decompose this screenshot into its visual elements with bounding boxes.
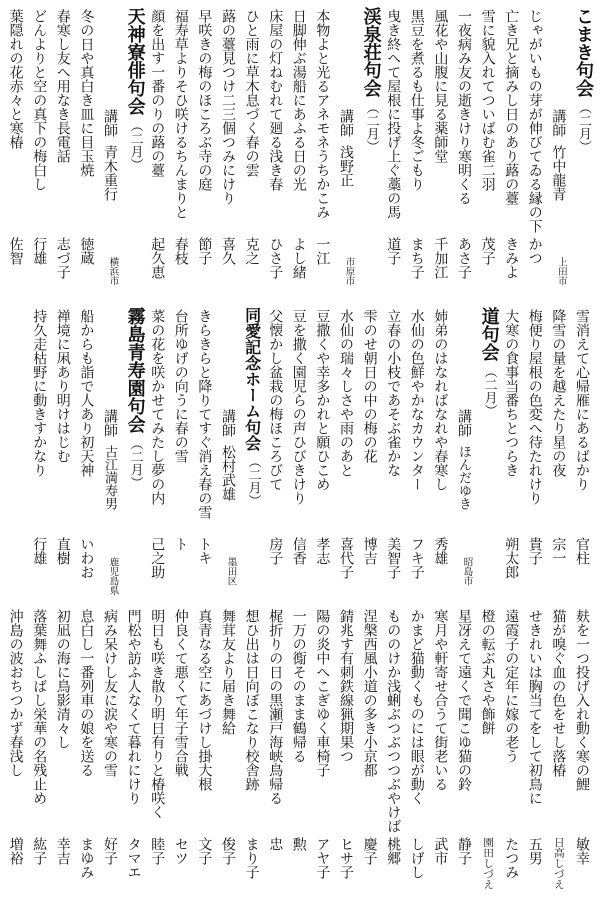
haiku-verse: 豆を撒く園児らの声ひびきけり (290, 309, 307, 505)
haiku-verse: 明日も咲き散り明日有りと椿咲く (149, 609, 166, 819)
haiku-author: 園田しづえ (482, 837, 495, 890)
haiku-author: 佐智 (7, 237, 24, 265)
haiku-verse: 雫のせ朝日の中の梅の花 (361, 309, 378, 463)
lecturer-place: 横浜市 (107, 257, 119, 286)
haiku-verse: 曳き終へて屋根に投げ上ぐ藁の馬 (385, 9, 402, 219)
haiku-verse: 亡き兄と摘みし日のあり蕗の薹 (503, 9, 520, 205)
haiku-verse: 落葉舞ふしばし栄華の名残止め (31, 609, 48, 805)
haiku-author: しげし (408, 837, 425, 879)
haiku-author: まゆみ (78, 837, 95, 879)
haiku-verse: 降雪の量を越えたり星の夜 (550, 309, 567, 477)
haiku-verse: 陽の炎中へこぎゆく車椅子 (314, 609, 331, 777)
haiku-author: 秀雄 (432, 537, 449, 565)
haiku-author: 茂子 (479, 237, 496, 265)
haiku-author: 官柱 (574, 537, 590, 565)
tier-1 (0, 5, 600, 303)
haiku-author: ひさ子 (267, 237, 284, 279)
haiku-author: 桃郷 (385, 837, 402, 865)
haiku-verse: 風花や山腹に見る薬師堂 (432, 9, 449, 163)
haiku-verse: 雪消えて心帰雁にあるばかり (574, 309, 590, 491)
group-month: （二月） (363, 101, 379, 153)
haiku-verse: 病み呆けし友に涙や寒の雪 (102, 609, 118, 777)
haiku-author: 宗一 (550, 537, 567, 565)
lecturer-place: 墨田区 (225, 557, 237, 586)
lecturer-label: 講師 (220, 409, 236, 437)
group-month: （二月） (127, 437, 143, 489)
haiku-verse: 想ひ出は日向ぼこなり校舎跡 (243, 609, 260, 791)
haiku-verse: じゃがいもの芽が伸びてゐる縁の下 (526, 9, 543, 233)
haiku-author: 好子 (102, 837, 118, 865)
haiku-verse: 猫が嗅ぐ血の色をせし落椿 (550, 609, 567, 777)
haiku-author: 武市 (432, 837, 449, 865)
haiku-verse: 麸を一つ投げ入れ動く寒の鯉 (574, 609, 590, 791)
haiku-verse: 梶折りの日の黒瀬戸海峡鳥帰る (267, 609, 284, 805)
haiku-verse: 梅便り屋根の色変へ待たれけり (526, 309, 543, 505)
haiku-author: 行雄 (31, 537, 48, 565)
group-month: （二月） (245, 455, 261, 507)
lecturer-place: 上田市 (555, 257, 567, 286)
haiku-author: 文子 (196, 837, 213, 865)
lecturer-name: 松村武雄 (220, 445, 236, 501)
haiku-author: 忠 (267, 837, 284, 851)
haiku-author: 敏幸 (574, 837, 590, 865)
haiku-verse: 門松や訪ふ人なくて暮れにけり (125, 609, 142, 805)
haiku-verse: 冬の日や真白き皿に目玉焼 (78, 9, 95, 177)
haiku-verse: 初凪の海に鳥影清々し (54, 609, 71, 749)
haiku-verse: 沖島の波おちつかず春浅し (7, 609, 24, 777)
haiku-verse: 本物よと光るアネモネうちかこみ (314, 9, 331, 219)
haiku-author: 紘子 (31, 837, 48, 865)
haiku-author: 日高しづえ (552, 837, 565, 890)
lecturer-label: 講師 (550, 109, 567, 137)
haiku-author: トキ (196, 537, 213, 565)
haiku-author: 直樹 (54, 537, 71, 565)
haiku-verse: 日脚伸ぶ湯船にあふる日の光 (290, 9, 307, 191)
haiku-author: 徳蔵 (78, 237, 95, 265)
haiku-author: たつみ (503, 837, 520, 879)
haiku-verse: 一万の鵆そのまま鶴帰る (290, 609, 307, 763)
haiku-verse: 福寿草よりそひ咲けるちんまりと (172, 9, 189, 219)
haiku-verse: 橙の転ぶ丸さや飾餅 (479, 609, 496, 735)
haiku-author: 房子 (267, 537, 284, 565)
lecturer-name: 青木重行 (102, 145, 118, 201)
haiku-author: まち子 (408, 237, 425, 279)
haiku-author: 朔太郎 (503, 537, 520, 579)
lecturer-label: 講師 (102, 109, 118, 137)
haiku-author: 千加江 (432, 237, 449, 279)
haiku-author: いわお (78, 537, 95, 579)
haiku-verse: 黒豆を煮るも仕事よ冬ごもり (408, 9, 425, 191)
haiku-verse: 息白し一番列車の娘を送る (78, 609, 95, 777)
haiku-verse: 寒月や軒寄せ合うて街老いる (432, 609, 449, 791)
lecturer-label: 講師 (456, 409, 472, 437)
haiku-verse: 錆兆す有刺鉄線猟期果つ (338, 609, 354, 763)
haiku-verse: 涅槃西風小道の多き小京都 (361, 609, 378, 777)
group-month: （二月） (481, 365, 497, 417)
haiku-author: ト (172, 537, 189, 551)
haiku-verse: 早咲きの梅のほころぶ寺の庭 (196, 9, 213, 191)
haiku-author: 貴子 (526, 537, 543, 565)
haiku-author: 喜代子 (338, 537, 354, 579)
haiku-author: 慶子 (361, 837, 378, 865)
lecturer-label: 講師 (102, 409, 118, 437)
haiku-author: タマエ (125, 837, 142, 879)
haiku-verse: 姉弟のはなればなれや春寒し (432, 309, 449, 491)
haiku-author: 信香 (290, 537, 307, 565)
haiku-verse: 水仙の瑞々しさや雨のあと (338, 309, 354, 477)
haiku-author: ヒサ子 (338, 837, 354, 879)
group-title: こまき句会 (573, 7, 594, 97)
haiku-verse: もののけか浅蜊ぶつぶつつぶやけば (385, 609, 402, 833)
haiku-verse: 豆撒くや幸多かれと願ひこめ (314, 309, 331, 491)
haiku-verse: 大寒の食事当番ちとつらき (503, 309, 520, 477)
haiku-author: 孝志 (314, 537, 331, 565)
group-title: 渓泉荘句会 (360, 7, 382, 97)
haiku-author: 克之 (243, 237, 260, 265)
lecturer-label: 講師 (338, 109, 354, 137)
haiku-author: 勲 (290, 837, 307, 851)
haiku-verse: どんよりと空の真下の梅白し (31, 9, 48, 191)
haiku-verse: 蕗の薹見つけ二三個つみにけり (220, 9, 236, 205)
group-title: 天神寮俳句会 (124, 7, 146, 115)
haiku-verse: 顔を出す一番のりの蕗の薹 (149, 9, 166, 177)
haiku-author: 春枝 (172, 237, 189, 265)
haiku-author: 節子 (196, 237, 213, 265)
haiku-verse: 持久走枯野に動きすかなり (31, 309, 48, 477)
haiku-author: 喜久 (220, 237, 236, 265)
haiku-verse: 水仙の色鮮やかなカウンター (408, 309, 425, 491)
haiku-verse: 一夜病み友の逝きけり寒明くる (456, 9, 472, 205)
haiku-author: 行雄 (31, 237, 48, 265)
haiku-author: アヤ子 (314, 837, 331, 879)
haiku-author: 俊子 (220, 837, 236, 865)
tier-3 (0, 605, 600, 903)
haiku-verse: 台所ゆげの向うに春の雪 (172, 309, 189, 463)
haiku-author: 幸吉 (54, 837, 71, 865)
haiku-verse: せきれいは胸当てをして初鳥に (526, 609, 543, 805)
haiku-verse: 床屋の灯ねむれて廻る浅き春 (267, 9, 284, 191)
lecturer-place: 昭島市 (461, 557, 473, 586)
haiku-author: 睦子 (149, 837, 166, 865)
group-month: （二月） (576, 101, 591, 153)
haiku-author: 己之助 (149, 537, 166, 579)
haiku-verse: 船からも詣で人あり初天神 (78, 309, 95, 477)
haiku-author: かつ (526, 237, 543, 265)
tier-2 (0, 305, 600, 603)
haiku-verse: ひと雨に草木息づく春の雲 (243, 9, 260, 177)
haiku-verse: きらきらと降りてすぐ消え春の雪 (196, 309, 213, 519)
lecturer-name: 古江満寿男 (102, 445, 117, 510)
haiku-verse: 星冴えて遠くで聞こゆ猫の鈴 (456, 609, 472, 791)
haiku-author: セツ (172, 837, 189, 865)
haiku-verse: かまど猫動くものには眼が動く (408, 609, 425, 805)
group-title: 同愛記念ホーム句会 (242, 307, 262, 451)
haiku-author: 道子 (385, 237, 402, 265)
haiku-verse: 真青なる空にあづけし掛大根 (196, 609, 213, 791)
haiku-author: フキ子 (408, 537, 425, 579)
haiku-author: 一江 (314, 237, 331, 265)
lecturer-place: 市原市 (343, 257, 355, 286)
haiku-author: 博吉 (361, 537, 378, 565)
haiku-author: まり子 (243, 837, 260, 879)
haiku-verse: 父懐かし盆栽の梅ほころびて (267, 309, 284, 491)
haiku-verse: 仲良くて悪くて年子雪合戦 (172, 609, 189, 777)
haiku-verse: 禅境に凩あり明けはじむ (54, 309, 71, 463)
haiku-verse: 葉隠れの花赤々と寒椿 (7, 9, 24, 149)
group-title: 霧島青寿園句会 (124, 307, 146, 433)
haiku-author: 五男 (526, 837, 543, 865)
haiku-author: きみよ (503, 237, 520, 279)
haiku-verse: 舞茸友より届き舞給 (220, 609, 236, 735)
haiku-author: 志づ子 (54, 237, 71, 279)
haiku-verse: 春寒し友へ用なき長電話 (54, 9, 71, 163)
group-title: 道句会 (478, 307, 500, 361)
haiku-author: あさ子 (456, 237, 472, 279)
haiku-author: 起久恵 (149, 237, 166, 279)
haiku-verse: 立春の小枝であそぶ雀かな (385, 309, 402, 477)
lecturer-name: 浅野正 (338, 145, 354, 187)
lecturer-name: 竹中龍青 (550, 145, 567, 201)
lecturer-place: 鹿児島県 (107, 557, 119, 595)
lecturer-name: ほんだゆき (456, 445, 471, 510)
haiku-verse: 遠霞子の定年に嫁の老う (503, 609, 520, 763)
haiku-author: 増裕 (7, 837, 24, 865)
haiku-verse: 菜の花を咲かせてみたし夢の内 (149, 309, 166, 505)
haiku-author: 美智子 (385, 537, 402, 579)
haiku-verse: 雪に貌入れてついばむ雀二羽 (479, 9, 496, 191)
haiku-author: よし緒 (290, 237, 307, 279)
group-month: （二月） (127, 119, 143, 171)
haiku-author: 静子 (456, 837, 472, 865)
